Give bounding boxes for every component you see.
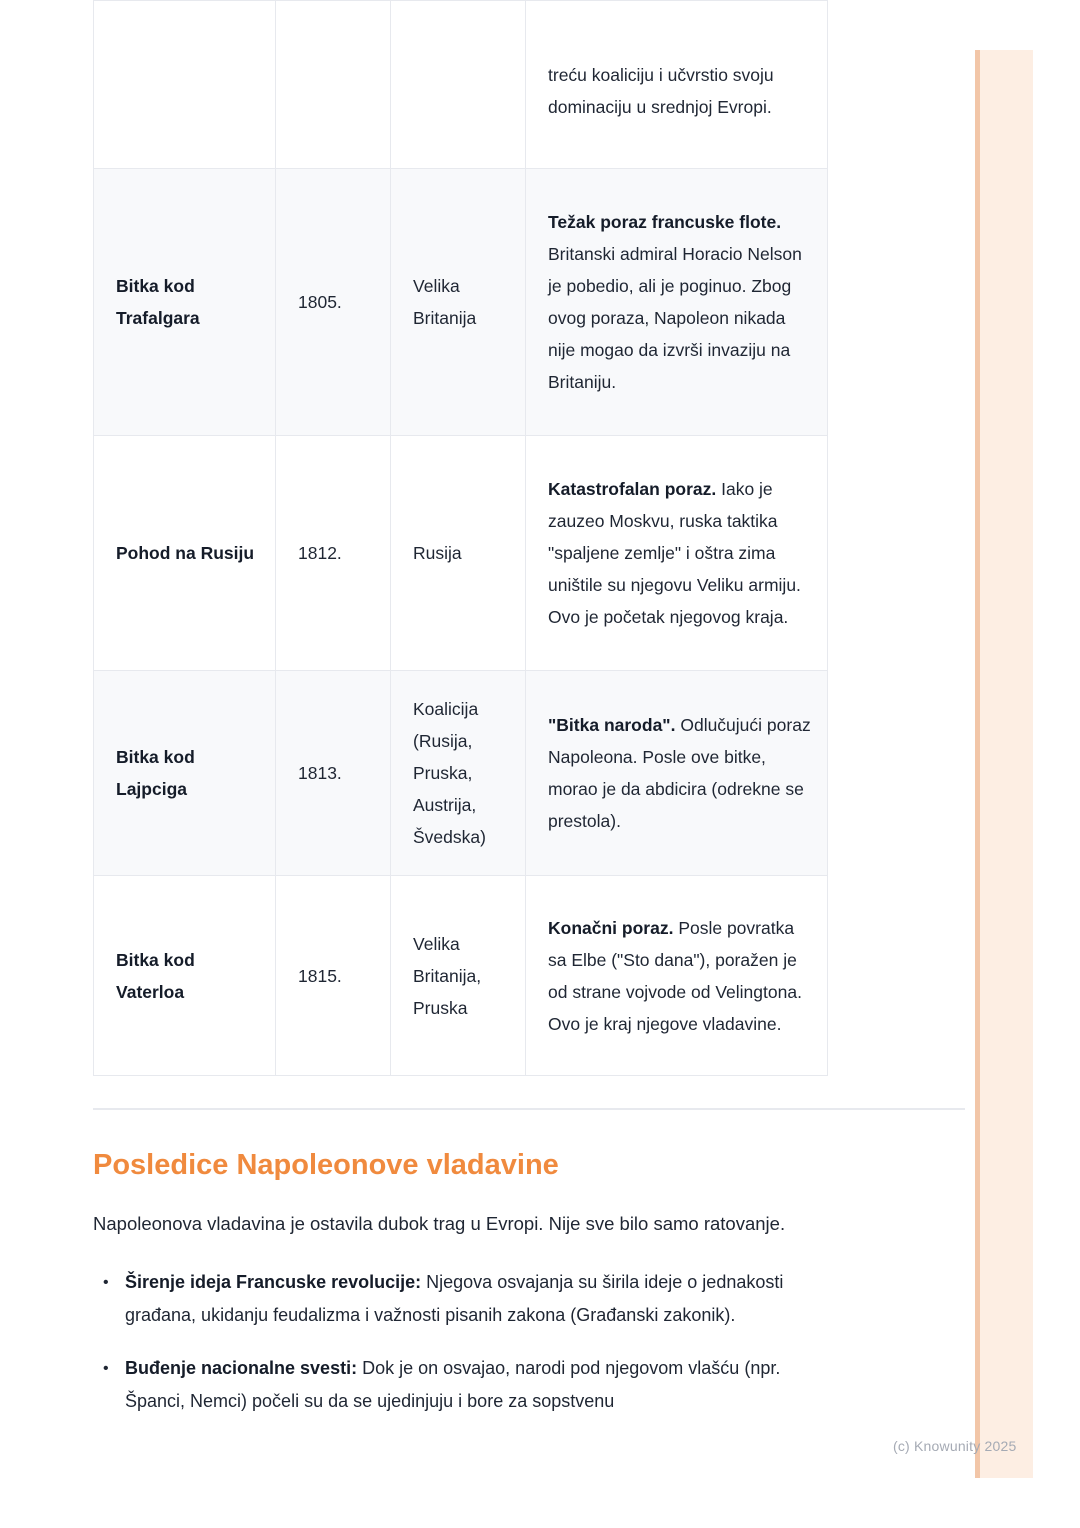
description-lead: Konačni poraz. xyxy=(548,917,674,938)
battle-description-cell xyxy=(526,169,828,436)
battle-opponent-cell: Koalicija (Rusija, Pruska, Austrija, Švedska) xyxy=(391,671,526,876)
description-text: Iako je zauzeo Moskvu, ruska taktika "spaljene zemlje" i oštra zima uništile su njegovu Veliku armiju. Ovo je početak njegovog kraja. xyxy=(548,479,801,627)
battle-year-cell xyxy=(276,1,391,169)
decorative-stripe xyxy=(975,50,1033,1478)
battle-name-cell: Bitka kod Lajpciga xyxy=(94,671,276,876)
battles-table xyxy=(93,0,828,1076)
list-item xyxy=(93,1352,805,1418)
table-row xyxy=(94,1,828,169)
battle-description-cell xyxy=(526,1,828,169)
battle-description-cell xyxy=(526,876,828,1076)
battle-opponent-cell: Rusija xyxy=(391,436,526,671)
list-item-text: Njegova osvajanja su širila ideje o jednakosti građana, ukidanju feudalizma i važnosti pisanih zakona (Građanski zakonik). xyxy=(125,1272,784,1325)
battle-opponent-cell: Velika Britanija xyxy=(391,169,526,436)
table-row xyxy=(94,169,828,436)
battle-description-cell xyxy=(526,436,828,671)
table-row xyxy=(94,671,828,876)
watermark: (c) Knowunity 2025 xyxy=(893,1438,1017,1454)
description-lead: "Bitka naroda". xyxy=(548,715,676,735)
description-text: treću koaliciju i učvrstio svoju dominaciju u srednjoj Evropi. xyxy=(548,64,774,117)
description-text: Posle povratka sa Elbe ("Sto dana"), poražen je od strane vojvode od Velingtona. Ovo je kraj njegove vladavine. xyxy=(548,917,802,1034)
battle-year-cell: 1812. xyxy=(276,436,391,671)
list-item-lead: Širenje ideja Francuske revolucije: xyxy=(125,1272,422,1292)
battle-name-cell: Pohod na Rusiju xyxy=(94,436,276,671)
bullet-icon: • xyxy=(103,1360,109,1377)
consequences-list xyxy=(93,1266,805,1418)
description-lead: Težak poraz francuske flote. xyxy=(548,212,782,232)
description-text: Odlučujući poraz Napoleona. Posle ove bitke, morao je da abdicira (odrekne se prestola). xyxy=(548,715,811,831)
table-row xyxy=(94,436,828,671)
list-item-lead: Buđenje nacionalne svesti: xyxy=(125,1358,358,1378)
list-item-text: Dok je on osvajao, narodi pod njegovom vlašću (npr. Španci, Nemci) počeli su da se ujedinjuju i bore za sopstvenu xyxy=(125,1358,781,1411)
bullet-icon: • xyxy=(103,1274,109,1291)
battle-name-cell: Bitka kod Trafalgara xyxy=(94,169,276,436)
page-content xyxy=(93,0,965,1438)
section-divider xyxy=(93,1108,965,1110)
description-text: Britanski admiral Horacio Nelson je pobedio, ali je poginuo. Zbog ovog poraza, Napoleon nikada nije mogao da izvrši invaziju na Britaniju. xyxy=(548,244,802,392)
battle-opponent-cell xyxy=(391,1,526,169)
list-item xyxy=(93,1266,805,1332)
table-row xyxy=(94,876,828,1076)
section-title: Posledice Napoleonove vladavine xyxy=(93,1149,559,1181)
description-lead: Katastrofalan poraz. xyxy=(548,479,717,499)
section-intro-paragraph: Napoleonova vladavina je ostavila dubok trag u Evropi. Nije sve bilo samo ratovanje. xyxy=(93,1213,786,1234)
battle-year-cell: 1805. xyxy=(276,169,391,436)
battle-opponent-cell: Velika Britanija, Pruska xyxy=(391,876,526,1076)
battle-description-cell xyxy=(526,671,828,876)
battle-year-cell: 1813. xyxy=(276,671,391,876)
battle-name-cell xyxy=(94,1,276,169)
battle-name-cell: Bitka kod Vaterloa xyxy=(94,876,276,1076)
battle-year-cell: 1815. xyxy=(276,876,391,1076)
